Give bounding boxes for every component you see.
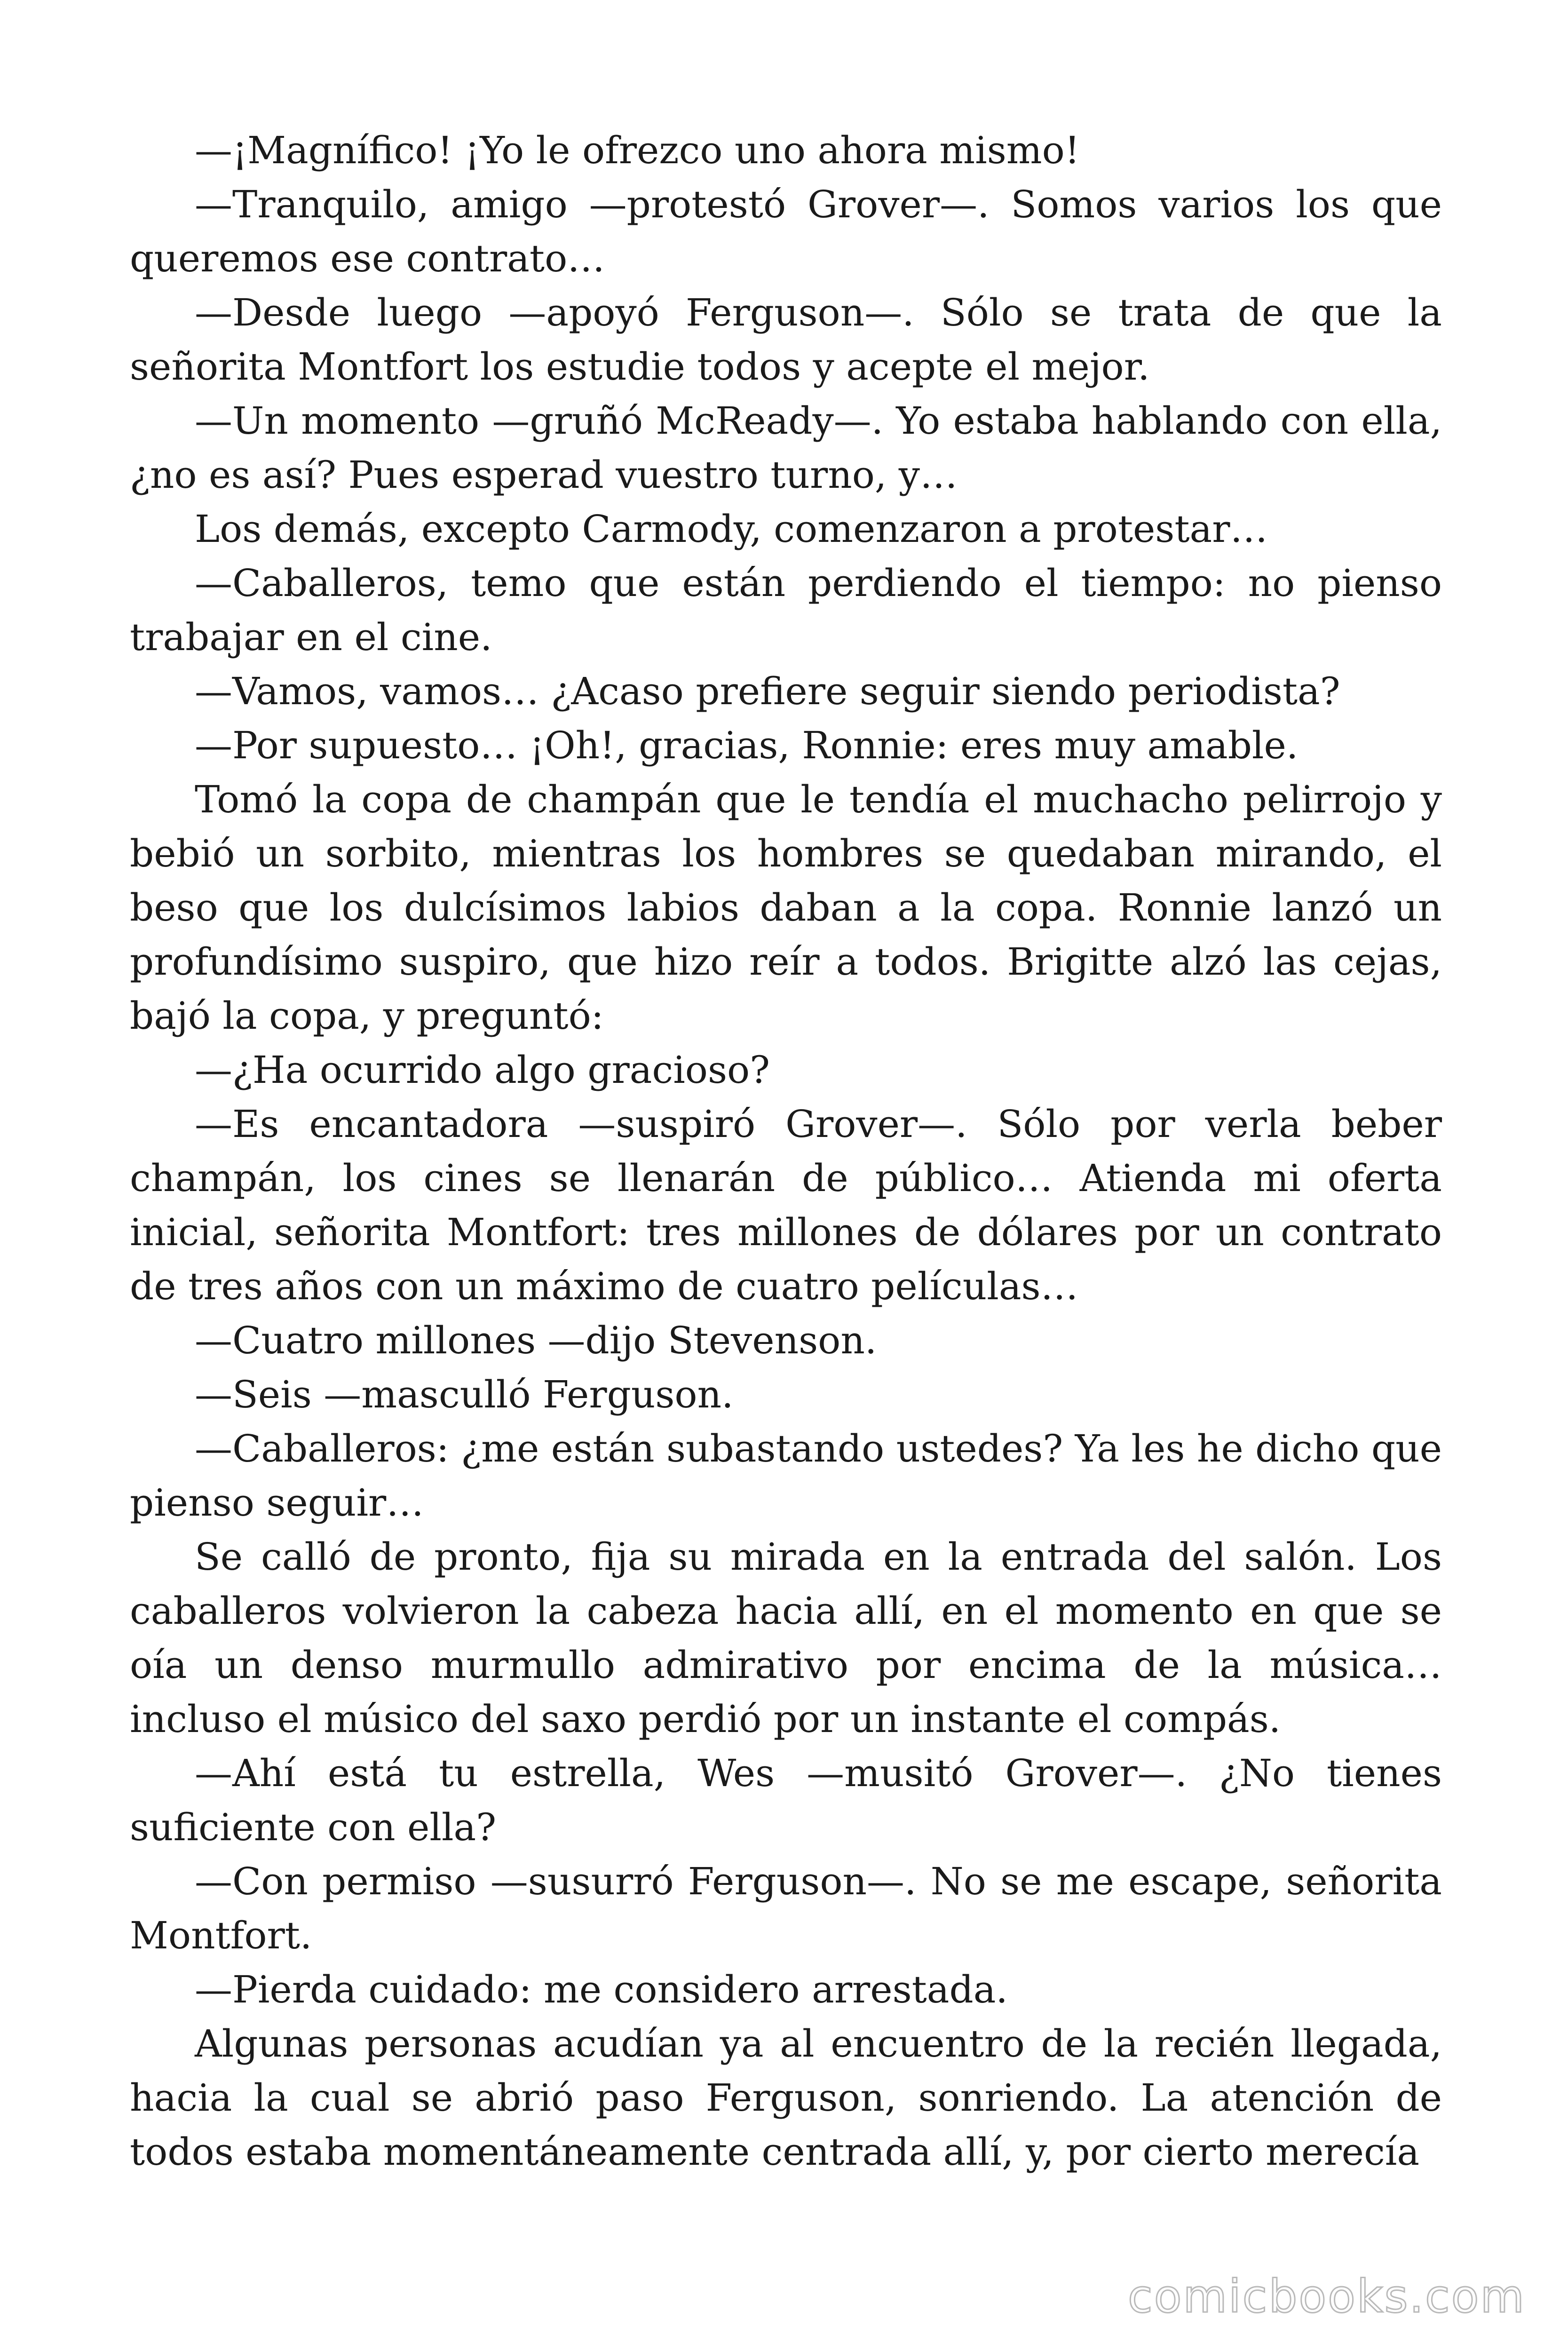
paragraph: —Cuatro millones —dijo Stevenson.	[195, 1319, 877, 1362]
paragraph: —Vamos, vamos… ¿Acaso prefiere seguir siendo periodista?	[195, 669, 1340, 713]
page-text	[130, 123, 1442, 2179]
paragraph: Se calló de pronto, fija su mirada en la entrada del salón. Los caballeros volvieron la cabeza hacia allí, en el momento en que se oía un denso murmullo admirativo por encima de la música… incluso el músico del saxo perdió por un instante el compás.	[130, 1535, 1442, 1741]
paragraph: —Caballeros, temo que están perdiendo el tiempo: no pienso trabajar en el cine.	[130, 561, 1442, 659]
paragraph: —Tranquilo, amigo —protestó Grover—. Somos varios los que queremos ese contrato…	[130, 183, 1442, 280]
paragraph: —¡Magnífico! ¡Yo le ofrezco uno ahora mismo!	[195, 128, 1080, 172]
paragraph: —Por supuesto… ¡Oh!, gracias, Ronnie: eres muy amable.	[195, 723, 1299, 767]
paragraph: —Pierda cuidado: me considero arrestada.	[195, 1968, 1008, 2011]
paragraph: Tomó la copa de champán que le tendía el muchacho pelirrojo y bebió un sorbito, mientras los hombres se quedaban mirando, el beso que los dulcísimos labios daban a la copa. Ronnie lanzó un profundísimo suspiro, que hizo reír a todos. Brigitte alzó las cejas, bajó la copa, y preguntó:	[130, 778, 1442, 1038]
paragraph: —Desde luego —apoyó Ferguson—. Sólo se trata de que la señorita Montfort los estudie todos y acepte el mejor.	[130, 291, 1442, 389]
paragraph: —Es encantadora —suspiró Grover—. Sólo por verla beber champán, los cines se llenarán de público… Atienda mi oferta inicial, señorita Montfort: tres millones de dólares por un contrato de tres años con un máximo de cuatro películas…	[130, 1102, 1442, 1308]
paragraph: —Caballeros: ¿me están subastando ustedes? Ya les he dicho que pienso seguir…	[130, 1427, 1442, 1525]
paragraph: Algunas personas acudían ya al encuentro de la recién llegada, hacia la cual se abrió paso Ferguson, sonriendo. La atención de todos estaba momentáneamente centrada allí, y, por cierto merecía	[130, 2022, 1442, 2174]
paragraph: Los demás, excepto Carmody, comenzaron a protestar…	[195, 507, 1268, 551]
paragraph: —Ahí está tu estrella, Wes —musitó Grover—. ¿No tienes suficiente con ella?	[130, 1751, 1442, 1849]
paragraph: —¿Ha ocurrido algo gracioso?	[195, 1048, 770, 1092]
watermark: comicbooks.com	[1127, 2270, 1526, 2323]
paragraph: —Un momento —gruñó McReady—. Yo estaba hablando con ella, ¿no es así? Pues esperad vuestro turno, y…	[130, 399, 1442, 497]
paragraph: —Con permiso —susurró Ferguson—. No se me escape, señorita Montfort.	[130, 1859, 1442, 1957]
paragraph: —Seis —masculló Ferguson.	[195, 1373, 734, 1416]
